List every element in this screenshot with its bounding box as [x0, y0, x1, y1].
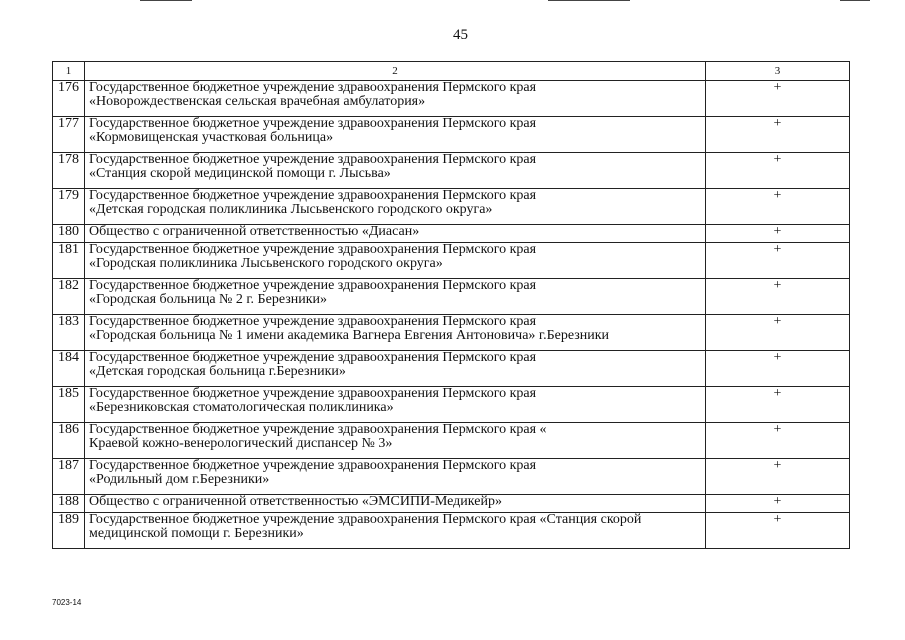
organization-name — [85, 117, 706, 153]
organization-name-line: «Кормовищенская участковая больница» — [89, 130, 334, 145]
table-row — [53, 513, 850, 549]
row-number: 181 — [53, 243, 85, 279]
table-row — [53, 387, 850, 423]
row-number: 185 — [53, 387, 85, 423]
organization-name — [85, 243, 706, 279]
row-number: 186 — [53, 423, 85, 459]
organizations-table — [52, 61, 850, 549]
organization-name-line: «Детская городская больница г.Березники» — [89, 364, 346, 379]
participation-mark: + — [706, 243, 850, 279]
organization-name — [85, 189, 706, 225]
organization-name-line: Государственное бюджетное учреждение здравоохранения Пермского края — [89, 80, 537, 95]
row-number: 182 — [53, 279, 85, 315]
row-number: 179 — [53, 189, 85, 225]
organization-name-line: Общество с ограниченной ответственностью «Диасан» — [89, 224, 420, 239]
row-number: 180 — [53, 225, 85, 243]
participation-mark: + — [706, 117, 850, 153]
row-number: 183 — [53, 315, 85, 351]
participation-mark: + — [706, 81, 850, 117]
organization-name-line: Государственное бюджетное учреждение здравоохранения Пермского края «Станция скорой — [89, 512, 642, 527]
participation-mark: + — [706, 189, 850, 225]
organization-name-line: Краевой кожно-венерологический диспансер № 3» — [89, 436, 393, 451]
row-number: 176 — [53, 81, 85, 117]
participation-mark: + — [706, 513, 850, 549]
table-row — [53, 189, 850, 225]
row-number: 184 — [53, 351, 85, 387]
page-number: 45 — [453, 27, 468, 43]
participation-mark: + — [706, 495, 850, 513]
organization-name-line: «Городская больница № 1 имени академика Вагнера Евгения Антоновича» г.Березники — [89, 328, 610, 343]
organization-name-line: Государственное бюджетное учреждение здравоохранения Пермского края — [89, 152, 537, 167]
participation-mark: + — [706, 279, 850, 315]
organization-name-line: Государственное бюджетное учреждение здравоохранения Пермского края — [89, 350, 537, 365]
row-number: 177 — [53, 117, 85, 153]
participation-mark: + — [706, 315, 850, 351]
table-row — [53, 225, 850, 243]
table-row — [53, 117, 850, 153]
scan-artifact-line — [840, 0, 870, 1]
organization-name-line: «Станция скорой медицинской помощи г. Лысьва» — [89, 166, 391, 181]
column-header: 2 — [85, 62, 706, 81]
organization-name-line: Государственное бюджетное учреждение здравоохранения Пермского края — [89, 242, 537, 257]
organization-name-line: «Березниковская стоматологическая поликлиника» — [89, 400, 394, 415]
scan-artifact-line — [140, 0, 192, 1]
organization-name — [85, 513, 706, 549]
row-number: 189 — [53, 513, 85, 549]
organization-name-line: «Родильный дом г.Березники» — [89, 472, 270, 487]
organization-name — [85, 315, 706, 351]
column-number-row — [53, 62, 850, 81]
organization-name — [85, 153, 706, 189]
organization-name — [85, 225, 706, 243]
organization-name — [85, 459, 706, 495]
organization-name-line: «Городская поликлиника Лысьвенского городского округа» — [89, 256, 443, 271]
table-row — [53, 351, 850, 387]
participation-mark: + — [706, 423, 850, 459]
organization-name-line: Государственное бюджетное учреждение здравоохранения Пермского края — [89, 386, 537, 401]
participation-mark: + — [706, 225, 850, 243]
organization-name — [85, 387, 706, 423]
table-row — [53, 495, 850, 513]
organization-name-line: «Городская больница № 2 г. Березники» — [89, 292, 328, 307]
organization-name-line: Общество с ограниченной ответственностью «ЭМСИПИ-Медикейр» — [89, 494, 502, 509]
organization-name-line: Государственное бюджетное учреждение здравоохранения Пермского края — [89, 116, 537, 131]
row-number: 178 — [53, 153, 85, 189]
participation-mark: + — [706, 387, 850, 423]
row-number: 187 — [53, 459, 85, 495]
column-header: 3 — [706, 62, 850, 81]
organization-name-line: Государственное бюджетное учреждение здравоохранения Пермского края — [89, 188, 537, 203]
organization-name — [85, 423, 706, 459]
organization-name — [85, 351, 706, 387]
participation-mark: + — [706, 351, 850, 387]
table-row — [53, 153, 850, 189]
organization-name — [85, 495, 706, 513]
scan-artifact-line — [548, 0, 630, 1]
table-row — [53, 279, 850, 315]
table-row — [53, 423, 850, 459]
organization-name — [85, 279, 706, 315]
form-code: 7023-14 — [52, 598, 82, 607]
table-row — [53, 459, 850, 495]
column-header: 1 — [53, 62, 85, 81]
participation-mark: + — [706, 153, 850, 189]
table-row — [53, 81, 850, 117]
row-number: 188 — [53, 495, 85, 513]
organization-name-line: Государственное бюджетное учреждение здравоохранения Пермского края « — [89, 422, 547, 437]
organization-name-line: «Новорождественская сельская врачебная амбулатория» — [89, 94, 426, 109]
organization-name-line: «Детская городская поликлиника Лысьвенского городского округа» — [89, 202, 493, 217]
organization-name-line: Государственное бюджетное учреждение здравоохранения Пермского края — [89, 278, 537, 293]
table-row — [53, 243, 850, 279]
organization-name-line: Государственное бюджетное учреждение здравоохранения Пермского края — [89, 314, 537, 329]
organization-name — [85, 81, 706, 117]
table-row — [53, 315, 850, 351]
participation-mark: + — [706, 459, 850, 495]
organization-name-line: медицинской помощи г. Березники» — [89, 526, 304, 541]
organization-name-line: Государственное бюджетное учреждение здравоохранения Пермского края — [89, 458, 537, 473]
